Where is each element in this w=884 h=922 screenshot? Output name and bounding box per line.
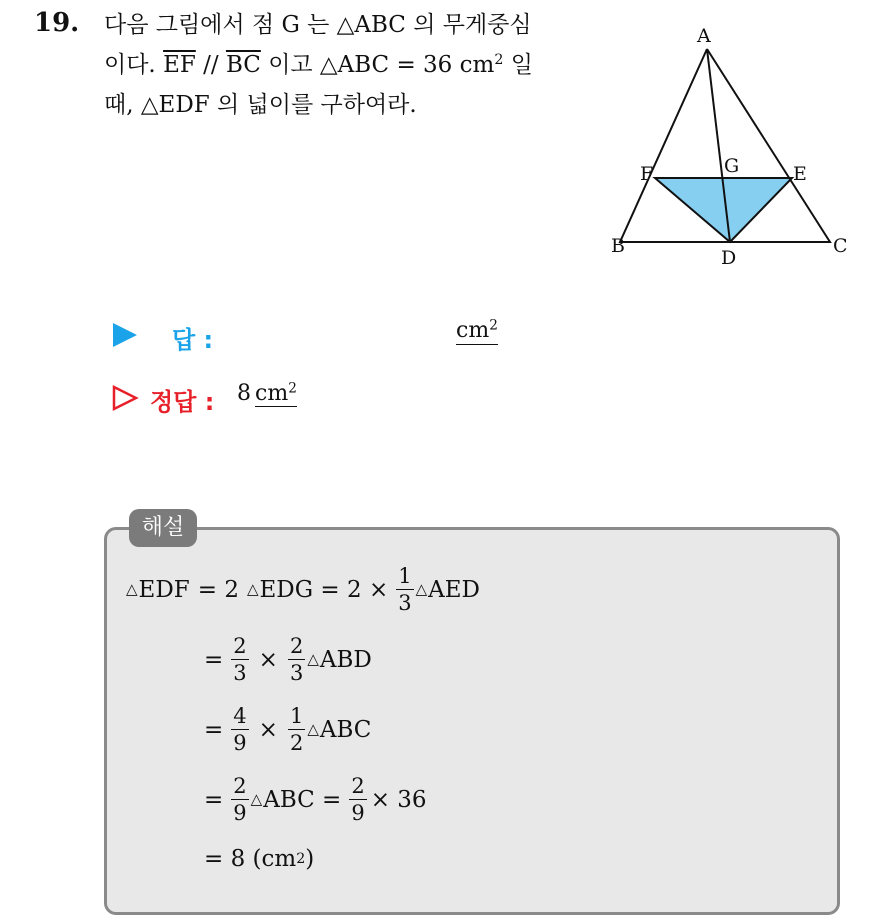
play-icon: [111, 321, 139, 349]
numerator: 2: [351, 774, 365, 798]
question-line-1: 다음 그림에서 점 G 는 △ABC 의 무게중심: [104, 12, 532, 38]
math-text: ): [305, 846, 315, 872]
fraction: [231, 706, 248, 754]
question-number: 19.: [34, 8, 80, 38]
numerator: 1: [398, 564, 412, 588]
exponent: 2: [489, 317, 498, 334]
math-text: ×: [258, 717, 278, 743]
fraction: [231, 636, 248, 684]
solution-line-4: [204, 776, 427, 824]
numerator: 2: [233, 634, 247, 658]
solution-tag: 해설: [129, 509, 197, 547]
answer-unit: [456, 318, 498, 345]
exponent: 2: [494, 52, 504, 69]
fraction: [349, 776, 366, 824]
math-text: ABC =: [263, 787, 342, 813]
question-text: 일: [503, 52, 533, 78]
correct-label: 정답 :: [150, 388, 215, 416]
math-text: ABC: [319, 717, 372, 743]
triangle-symbol: △: [250, 790, 263, 808]
denominator: 2: [289, 731, 304, 755]
denominator: 3: [398, 591, 412, 615]
triangle-symbol: △: [307, 650, 319, 668]
numerator: 2: [289, 634, 304, 658]
math-text: × 36: [370, 787, 427, 813]
numerator: 2: [233, 774, 247, 798]
unit-base: cm: [255, 381, 289, 406]
math-text: =: [204, 787, 224, 813]
label-d: D: [721, 247, 737, 269]
denominator: 3: [233, 661, 247, 685]
denominator: 9: [233, 731, 247, 755]
denominator: 9: [351, 801, 365, 825]
math-text: = 2: [197, 577, 239, 603]
solution-line-2: [204, 636, 372, 684]
numerator: 1: [289, 704, 304, 728]
triangle-symbol: △: [246, 580, 259, 598]
solution-line-1: [126, 566, 480, 614]
math-text: =: [204, 717, 224, 743]
math-text: =: [204, 647, 224, 673]
unit-text: cm: [456, 318, 490, 343]
math-text: ABD: [319, 647, 372, 673]
label-a: A: [697, 25, 711, 47]
segment-bc: $\overline{BC}$: [225, 52, 261, 78]
label-f: F: [640, 163, 654, 185]
segment-ef: $\overline{EF}$: [163, 52, 196, 78]
question-text: 이다.: [104, 52, 164, 78]
triangle-figure: [600, 22, 870, 272]
fraction: [231, 776, 248, 824]
question-text: 이고 △ABC = 36 cm: [268, 52, 495, 78]
parallel-symbol: //: [203, 52, 226, 78]
triangle-symbol: △: [126, 580, 138, 598]
solution-line-5: = 8 (cm 2 ): [204, 846, 315, 872]
math-text: EDF: [138, 577, 190, 603]
solution-line-3: [204, 706, 371, 754]
question-line-2: [104, 50, 533, 80]
math-text: EDG = 2 ×: [259, 577, 389, 603]
denominator: 3: [289, 661, 304, 685]
triangle-symbol: △: [415, 580, 428, 598]
correct-value: [237, 380, 297, 408]
fraction: [288, 636, 305, 684]
fraction: [396, 566, 413, 614]
play-outline-icon: [111, 384, 139, 412]
math-text: = 8 (cm: [204, 846, 297, 872]
numerator: 4: [233, 704, 247, 728]
triangle-symbol: △: [307, 720, 319, 738]
denominator: 9: [233, 801, 247, 825]
question-line-3: 때, △EDF 의 넓이를 구하여라.: [104, 92, 417, 118]
value-text: 8: [237, 381, 251, 406]
unit-text: [255, 381, 297, 407]
label-g: G: [724, 155, 740, 177]
label-c: C: [833, 235, 848, 257]
label-b: B: [611, 235, 625, 257]
math-text: ×: [258, 647, 278, 673]
answer-label: 답 :: [172, 326, 214, 354]
fraction: [288, 706, 305, 754]
exponent: 2: [288, 380, 297, 397]
math-text: AED: [428, 577, 480, 603]
label-e: E: [793, 163, 807, 185]
